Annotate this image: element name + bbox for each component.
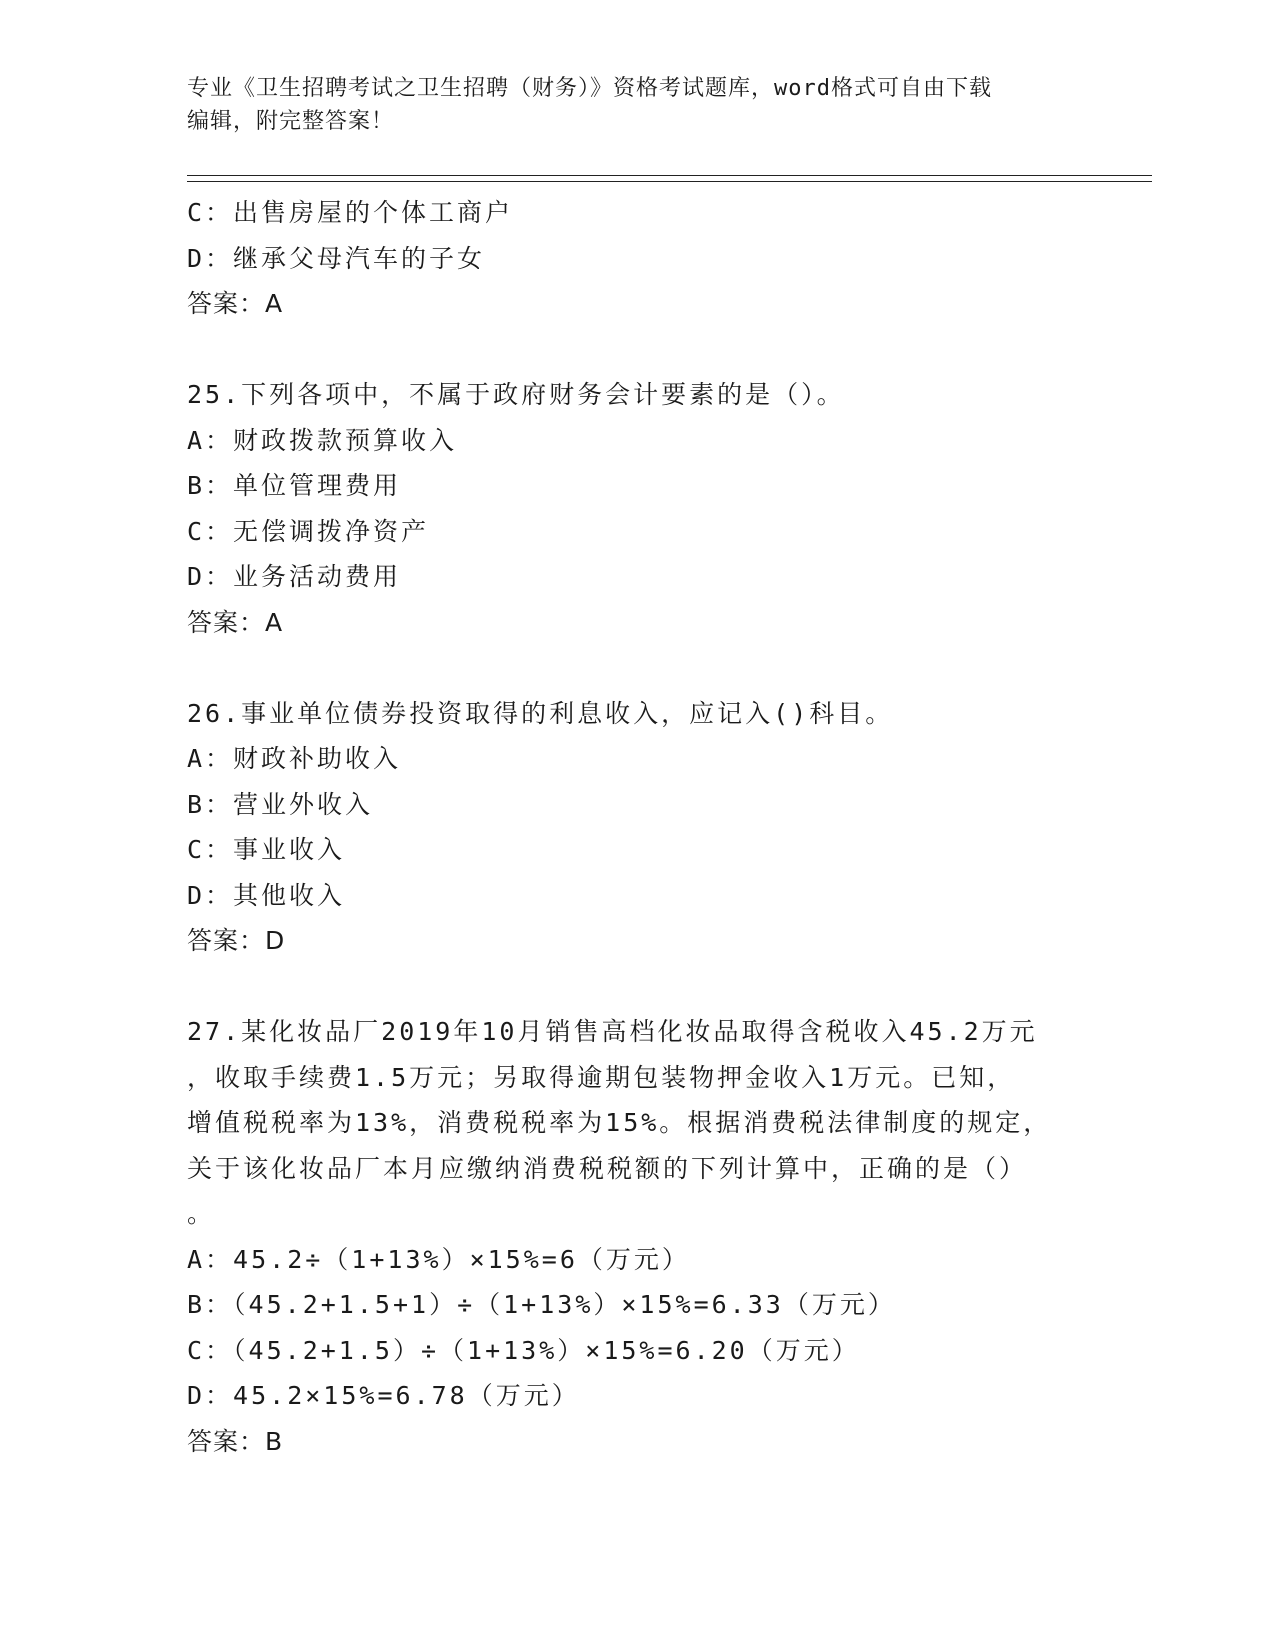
- question-stem: 25.下列各项中，不属于政府财务会计要素的是（）。: [187, 380, 845, 409]
- header-divider-bottom: [187, 181, 1152, 182]
- option-d: D：业务活动费用: [187, 562, 402, 591]
- option-b: B：（45.2+1.5+1）÷（1+13%）×15%=6.33（万元）: [187, 1290, 896, 1319]
- spacer: [187, 645, 1087, 691]
- question-stem-line-5: 。: [187, 1199, 216, 1228]
- document-header: [187, 72, 1087, 138]
- option-a: A：财政补助收入: [187, 744, 402, 773]
- question-stem-line-3: 增值税税率为13%，消费税税率为15%。根据消费税法律制度的规定，: [187, 1108, 1052, 1137]
- option-c: C：（45.2+1.5）÷（1+13%）×15%=6.20（万元）: [187, 1335, 860, 1365]
- question-26: [187, 691, 1087, 964]
- question-25: [187, 372, 1087, 645]
- option-a: A：财政拨款预算收入: [187, 425, 458, 455]
- option-a: A：45.2÷（1+13%）×15%=6（万元）: [187, 1244, 690, 1274]
- answer-line: 答案：D: [187, 926, 286, 955]
- option-b: B：单位管理费用: [187, 471, 402, 500]
- question-24-continued: [187, 190, 1087, 327]
- question-stem-line-4: 关于该化妆品厂本月应缴纳消费税税额的下列计算中，正确的是（）: [187, 1153, 1028, 1183]
- header-divider-top: [187, 175, 1152, 176]
- question-list: [187, 190, 1087, 1464]
- option-c: C：无偿调拨净资产: [187, 516, 430, 546]
- spacer: [187, 327, 1087, 373]
- option-d: D：其他收入: [187, 880, 346, 910]
- question-27: [187, 1009, 1087, 1464]
- question-stem: 26.事业单位债券投资取得的利息收入，应记入()科目。: [187, 698, 894, 728]
- header-line-2: 编辑，附完整答案！: [187, 109, 395, 134]
- question-stem-line-1: 27.某化妆品厂2019年10月销售高档化妆品取得含税收入45.2万元: [187, 1017, 1038, 1046]
- option-c: C：事业收入: [187, 835, 346, 864]
- spacer: [187, 964, 1087, 1010]
- header-line-1: 专业《卫生招聘考试之卫生招聘（财务）》资格考试题库，word格式可自由下载: [187, 76, 992, 101]
- option-c: C：出售房屋的个体工商户: [187, 198, 514, 227]
- answer-line: 答案：A: [187, 289, 284, 318]
- question-stem-line-2: ，收取手续费1.5万元；另取得逾期包装物押金收入1万元。已知，: [187, 1062, 1016, 1092]
- answer-line: 答案：B: [187, 1426, 284, 1456]
- option-b: B：营业外收入: [187, 789, 374, 819]
- option-d: D：继承父母汽车的子女: [187, 243, 486, 273]
- answer-line: 答案：A: [187, 607, 284, 637]
- option-d: D：45.2×15%=6.78（万元）: [187, 1381, 580, 1410]
